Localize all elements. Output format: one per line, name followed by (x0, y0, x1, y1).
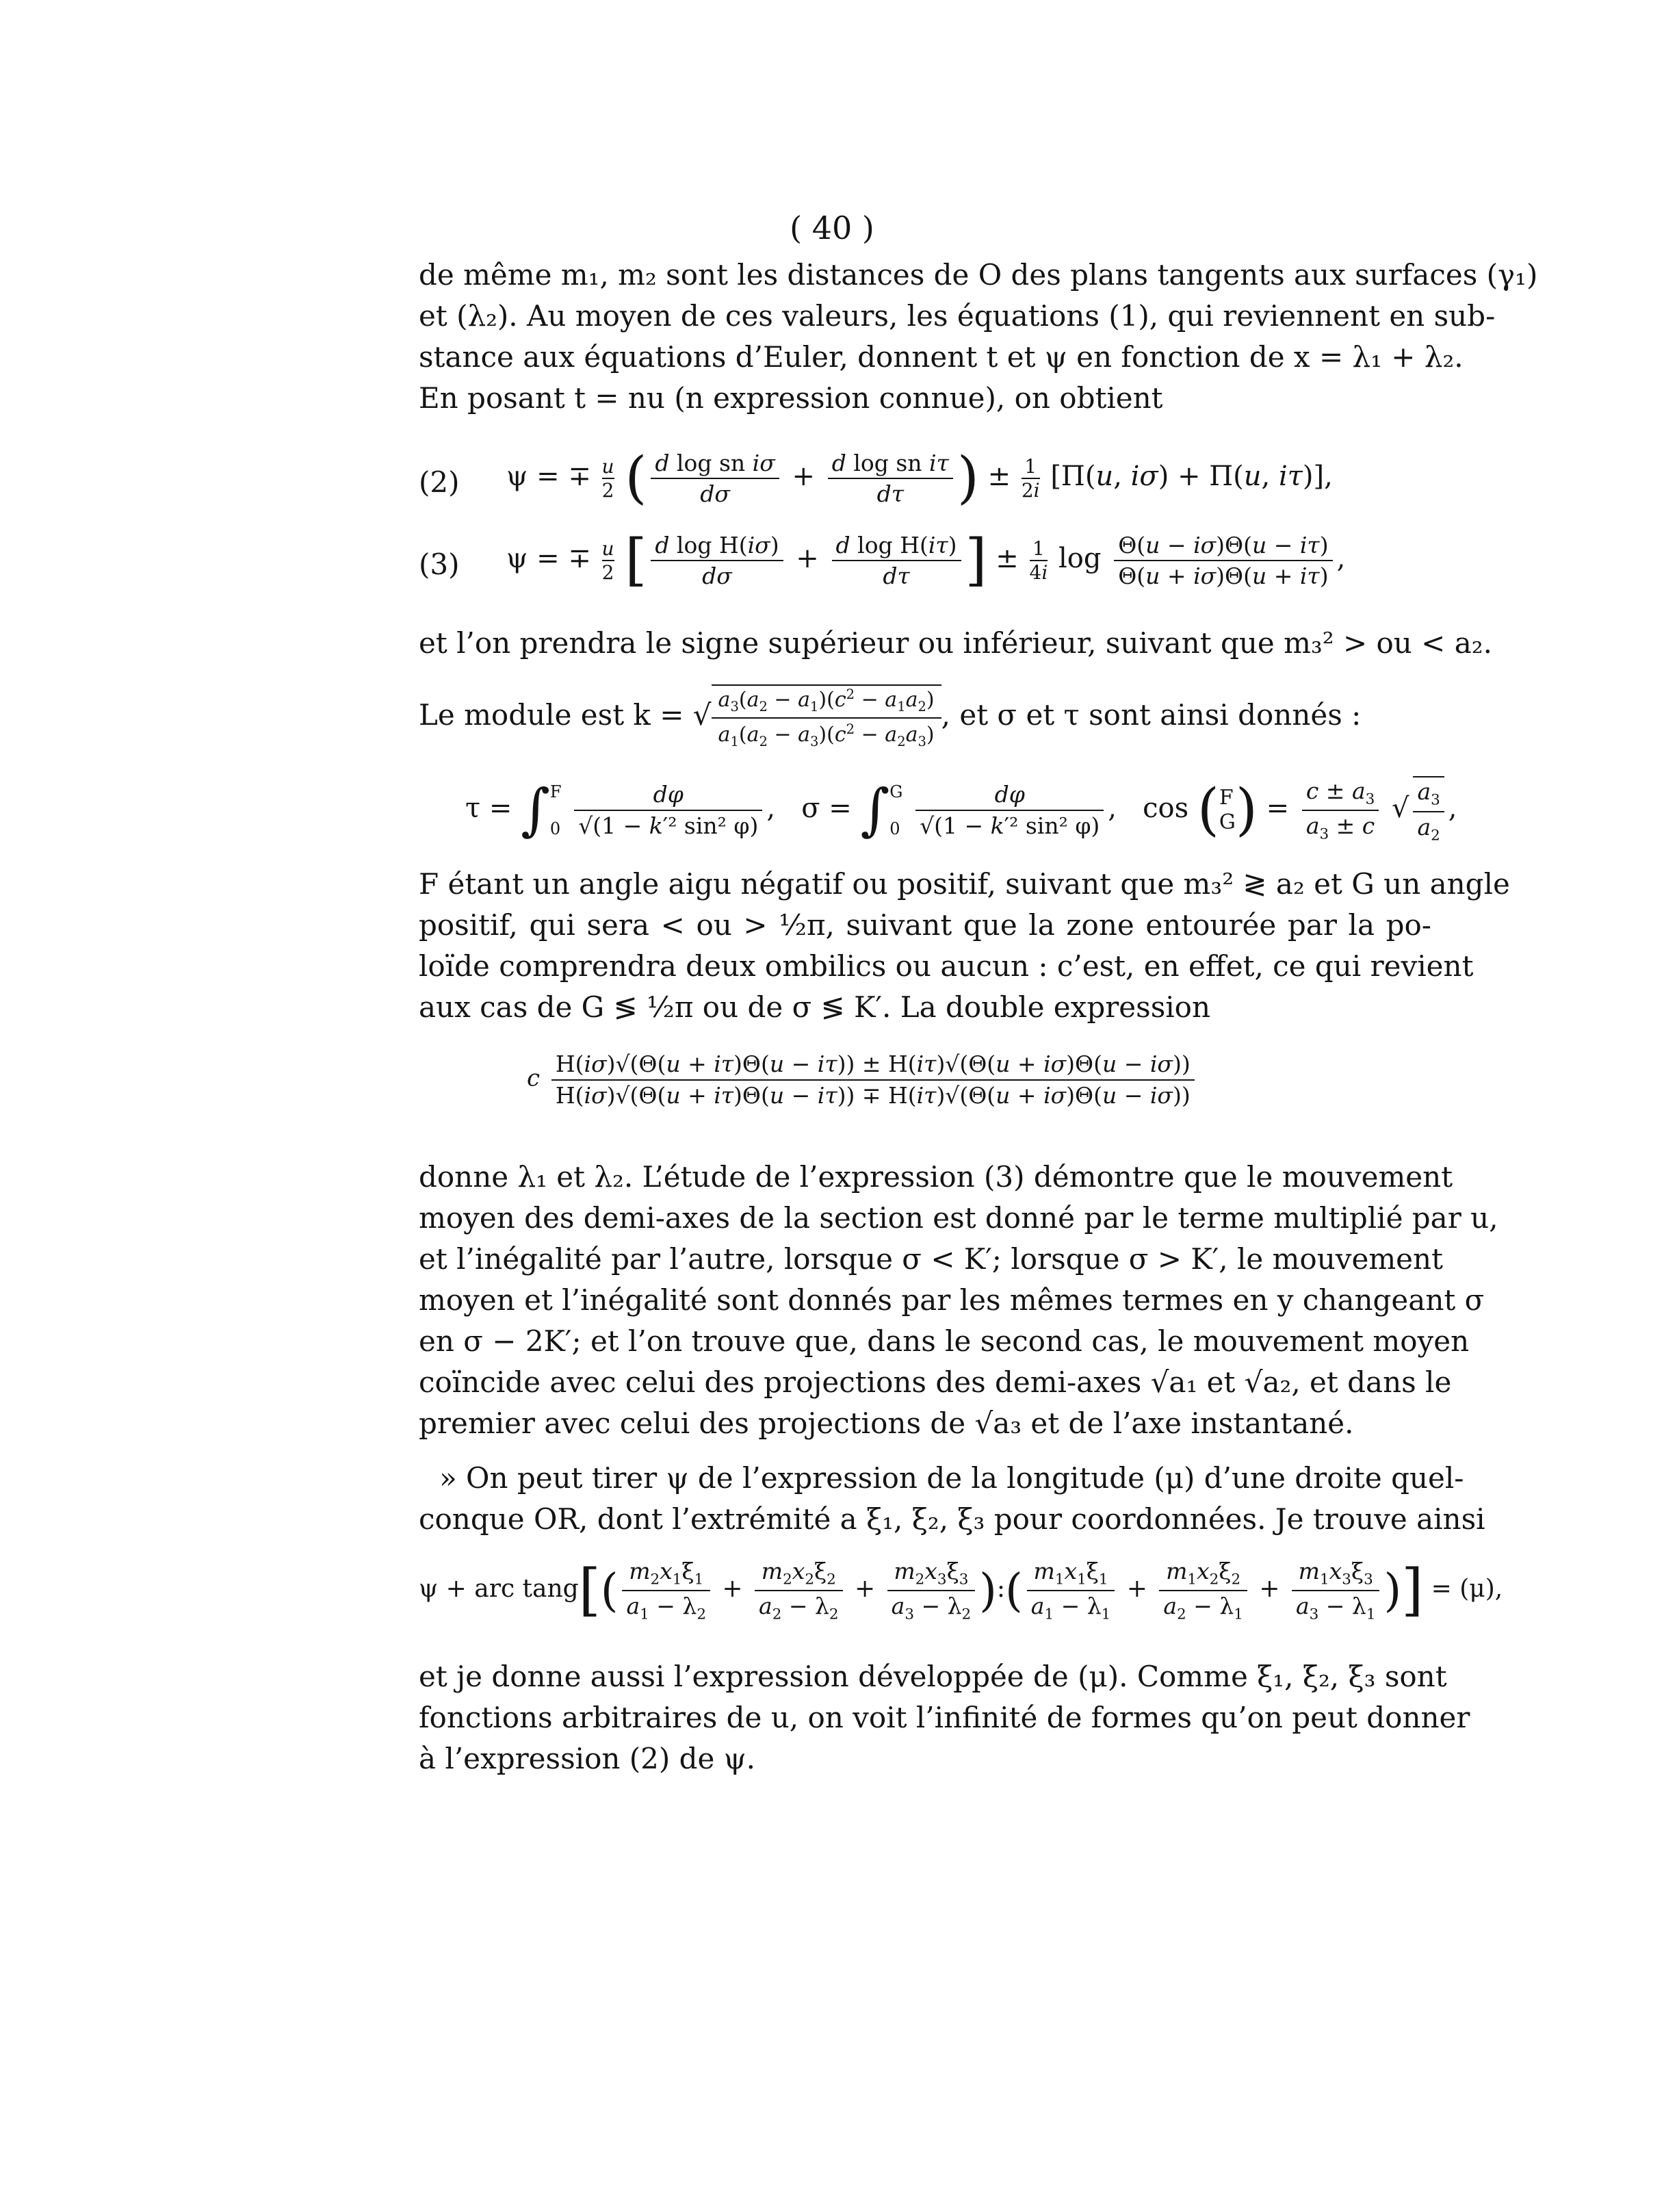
text-line: et l’inégalité par l’autre, lorsque σ < K′; lorsque σ > K′, le mouvement (419, 1242, 1443, 1276)
sign-rule (419, 623, 1492, 664)
text-line: à l’expression (2) de ψ. (419, 1742, 755, 1775)
equation-2-label: (2) (419, 465, 460, 499)
tau-sigma-equation: τ = ∫ F 0 $\frac{d\varphi}{\text{√(1 − k′² sin² φ)}}$ , σ = ∫ G 0 $\frac{d\varphi}{\text{√(1 − k′² sin² φ)}}$ , cos ( F G ) = $\frac{c \pm a_3}{a_3 \pm c}$ √ $\frac{a_3}{a_2}$ , (465, 777, 1457, 845)
paragraph-5 (419, 1656, 1470, 1779)
text-line: coïncide avec celui des projections des demi-axes √a₁ et √a₂, et dans le (419, 1365, 1452, 1399)
equation-3-label: (3) (419, 548, 460, 581)
text-line: loïde comprendra deux ombilics ou aucun : c’est, en effet, ce qui revient (419, 949, 1474, 983)
paragraph-1 (419, 255, 1538, 419)
text-line: aux cas de G ≶ ½π ou de σ ≶ K′. La double expression (419, 990, 1211, 1024)
paragraph-2 (419, 864, 1510, 1028)
text-line: positif, qui sera < ou > ½π, suivant que la zone entourée par la po- (419, 908, 1431, 942)
arctang-equation: ψ + arc tang[( $\frac{m_2x_1\xi_1}{a_1 - \lambda_2}$ + $\frac{m_2x_2\xi_2}{a_2 - \lambda_2}$ + $\frac{m_2x_3\xi_3}{a_3 - \lambda_2}$ ):( $\frac{m_1x_1\xi_1}{a_1 - \lambda_1}$ + $\frac{m_1x_2\xi_2}{a_2 - \lambda_1}$ + $\frac{m_1x_3\xi_3}{a_3 - \lambda_1}$ )] = (μ), (419, 1557, 1503, 1623)
equation-3: ψ = ∓ $\frac{u}{2}$ [ $\frac{\text{d log H(iσ)}}{d\sigma}$ + $\frac{\text{d log H(iτ)}}{d\tau}$ ] ± $\frac{1}{4i}$ log $\frac{\Theta(u - i\sigma)\Theta(u - i\tau)}{\Theta(u + i\sigma)\Theta(u + i\tau)}$ , (506, 528, 1346, 593)
text-line: et (λ₂). Au moyen de ces valeurs, les équations (1), qui reviennent en sub- (419, 299, 1496, 333)
paragraph-4 (419, 1458, 1485, 1540)
text-line: F étant un angle aigu négatif ou positif, suivant que m₃² ≷ a₂ et G un angle (419, 867, 1510, 901)
module-line: Le module est k = √ $\frac{a_3(a_2 - a_1)(c^2 - a_1a_2)}{a_1(a_2 - a_3)(c^2 - a_2a_3)}$ , et σ et τ sont ainsi donnés : (419, 684, 1361, 750)
text-line: moyen et l’inégalité sont donnés par les mêmes termes en y changeant σ (419, 1283, 1485, 1317)
text-line: En posant t = nu (n expression connue), on obtient (419, 381, 1163, 415)
text-line: » On peut tirer ψ de l’expression de la longitude (μ) d’une droite quel- (439, 1461, 1464, 1495)
text-line: premier avec celui des projections de √a₃ et de l’axe instantané. (419, 1406, 1354, 1440)
module-prefix: Le module est k = (419, 697, 684, 732)
paragraph-3 (419, 1157, 1498, 1444)
text-line: conque OR, dont l’extrémité a ξ₁, ξ₂, ξ₃ pour coordonnées. Je trouve ainsi (419, 1502, 1485, 1536)
text-line: et je donne aussi l’expression développée de (μ). Comme ξ₁, ξ₂, ξ₃ sont (419, 1660, 1447, 1693)
text-line: en σ − 2K′; et l’on trouve que, dans le second cas, le mouvement moyen (419, 1324, 1470, 1358)
text-line: stance aux équations d’Euler, donnent t et ψ en fonction de x = λ₁ + λ₂. (419, 340, 1464, 374)
page-number: ( 40 ) (790, 209, 874, 246)
text-line: fonctions arbitraires de u, on voit l’infinité de formes qu’on peut donner (419, 1701, 1470, 1734)
text-line: et l’on prendra le signe supérieur ou inférieur, suivant que m₃² > ou < a₂. (419, 626, 1492, 660)
text-line: donne λ₁ et λ₂. L’étude de l’expression (3) démontre que le mouvement (419, 1160, 1453, 1194)
equation-2: ψ = ∓ $\frac{u}{2}$ ( $\frac{\text{d log sn iσ}}{d\sigma}$ + $\frac{\text{d log sn iτ}}{d\tau}$ ) ± $\frac{1}{2i}$ [Π(u, iσ) + Π(u, iτ)], (506, 446, 1333, 511)
module-suffix: , et σ et τ sont ainsi donnés : (941, 697, 1362, 732)
text-line: moyen des demi-axes de la section est donné par le terme multiplié par u, (419, 1201, 1498, 1235)
text-line: de même m₁, m₂ sont les distances de O des plans tangents aux surfaces (γ₁) (419, 258, 1538, 292)
double-expression: c $\frac{H(i\sigma)√(\Theta(u + i\tau)\Theta(u - i\tau)) \pm H(i\tau)√(\Theta(u + i\sigma)\Theta(u - i\sigma))}{H(i\sigma)√(\Theta(u + i\tau)\Theta(u - i\tau)) \mp H(i\tau)√(\Theta(u + i\sigma)\Theta(u - i\sigma))}$ (527, 1051, 1199, 1109)
